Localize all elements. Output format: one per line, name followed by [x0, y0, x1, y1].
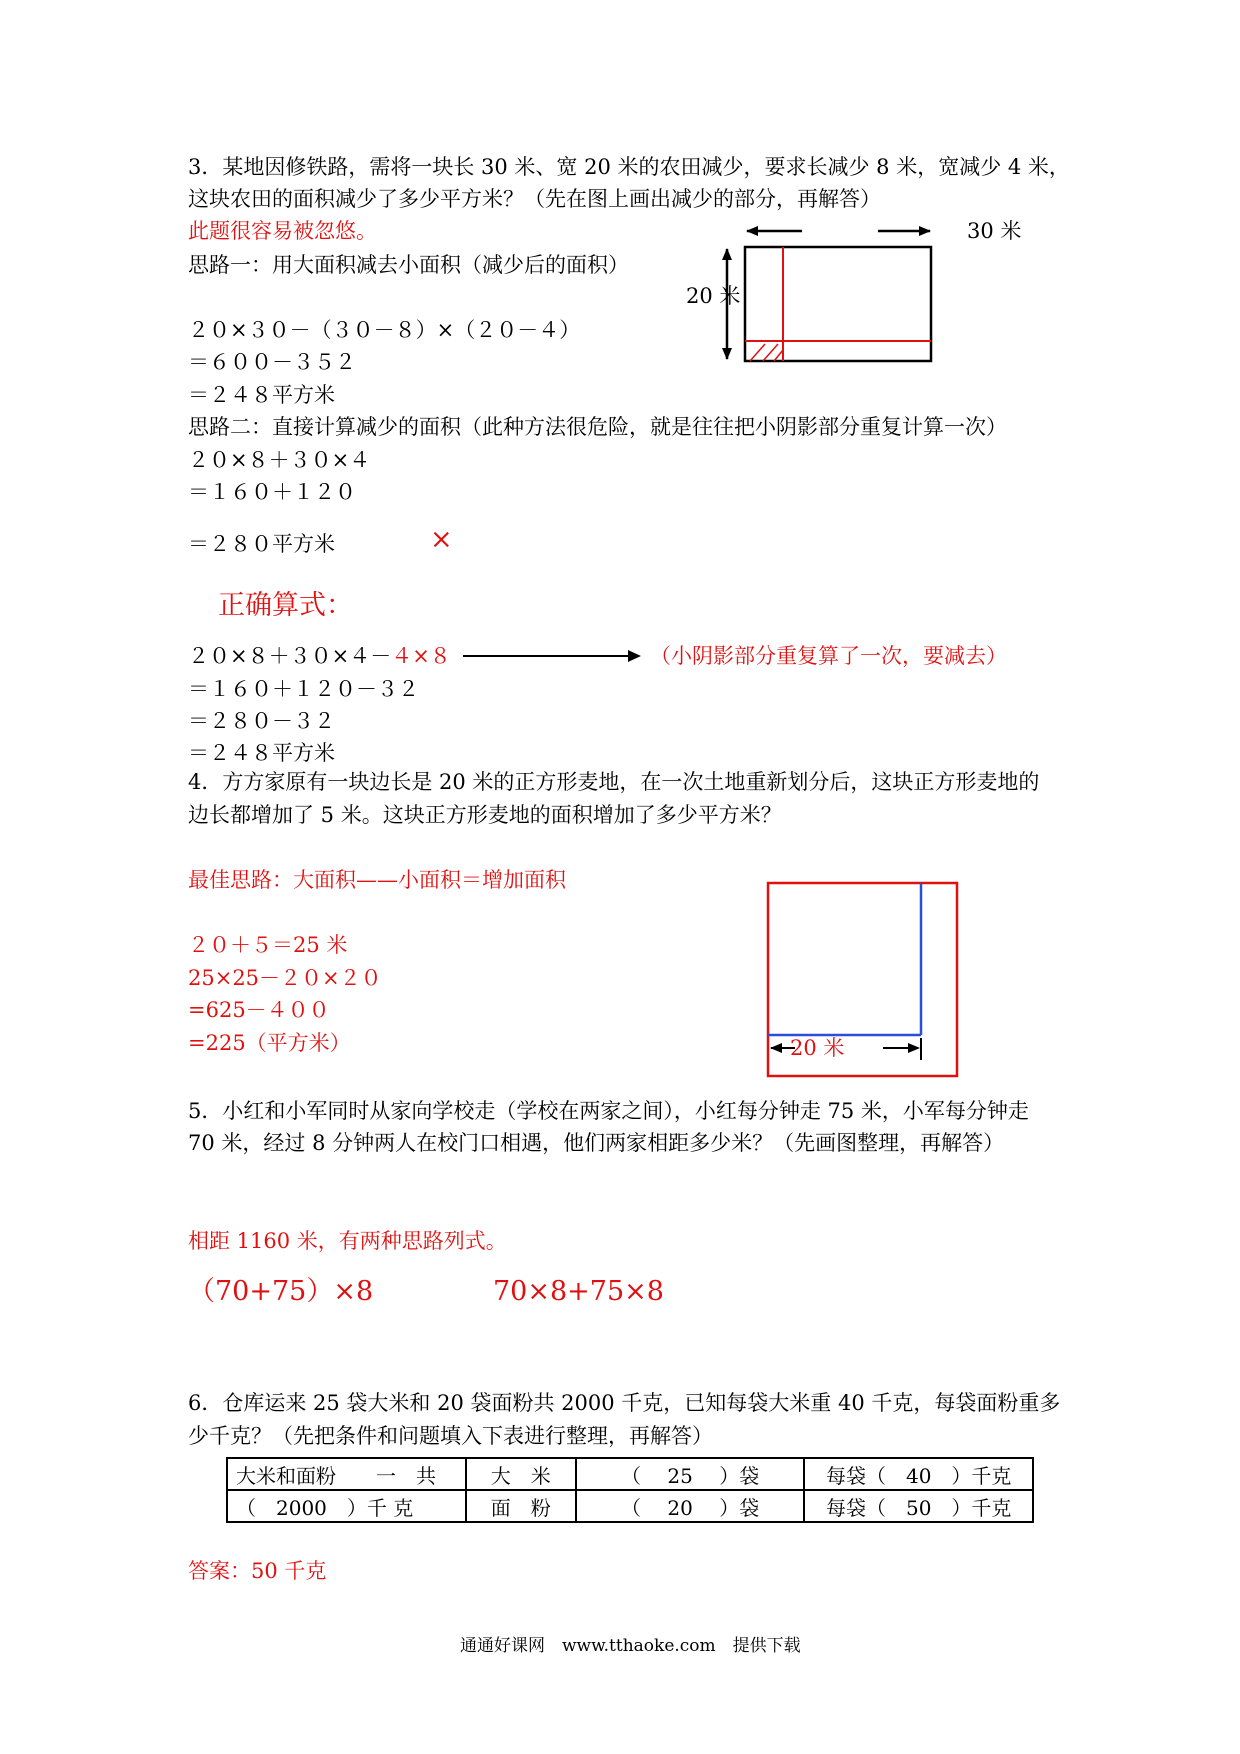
q3-idea1: 思路一：用大面积减去小面积（减少后的面积）	[188, 253, 629, 277]
q3-line2: 这块农田的面积减少了多少平方米？（先在图上画出减少的部分，再解答）	[188, 187, 881, 211]
q4-best: 最佳思路：大面积——小面积＝增加面积	[188, 868, 566, 892]
table-row	[227, 1458, 1033, 1490]
q6-answer: 答案：50 千克	[188, 1559, 327, 1583]
q3-correct-title: 正确算式：	[218, 590, 353, 621]
q4-step2: 25×25－２０×２０	[188, 966, 382, 990]
table-cell: （ 20 ）袋	[576, 1490, 805, 1522]
table-cell: （ 2000 ）千 克	[227, 1490, 466, 1522]
table-cell: 每袋（ 50 ）千克	[804, 1490, 1033, 1522]
q4-step4: =225（平方米）	[188, 1031, 351, 1055]
q3-correct-step4: ＝２４８平方米	[188, 741, 335, 765]
q4-step3: =625－４００	[188, 998, 330, 1022]
q5-formula2: 70×8+75×8	[493, 1276, 664, 1307]
q3-correct-step3: ＝２８０－３２	[188, 709, 335, 733]
q3-idea1-step2: ＝６００－３５２	[188, 350, 356, 374]
q4-line2: 边长都增加了 5 米。这块正方形麦地的面积增加了多少平方米？	[188, 803, 782, 827]
q3-idea1-step3: ＝２４８平方米	[188, 383, 335, 407]
q6-line2: 少千克？（先把条件和问题填入下表进行整理，再解答）	[188, 1424, 713, 1448]
q6-line1: 6．仓库运来 25 袋大米和 20 袋面粉共 2000 千克，已知每袋大米重 40 千克，每袋面粉重多	[188, 1391, 1061, 1415]
q5-formula1: （70+75）×8	[188, 1276, 374, 1307]
q3-correct-step1-red: ４×８	[391, 644, 451, 668]
arrow-icon	[463, 646, 643, 666]
q3-idea2-step3: ＝２８０平方米	[188, 532, 335, 556]
q3-width-label: 20 米	[686, 284, 741, 308]
q3-line1: 3．某地因修铁路，需将一块长 30 米、宽 20 米的农田减少，要求长减少 8 米，宽减少 4 米，	[188, 155, 1070, 179]
q3-correct-step1-black: ２０×８＋３０×４－	[188, 644, 392, 668]
q3-idea2-step1: ２０×８＋３０×４	[188, 448, 371, 472]
q3-idea2: 思路二：直接计算减少的面积（此种方法很危险，就是往往把小阴影部分重复计算一次）	[188, 415, 1007, 439]
q5-line1: 5．小红和小军同时从家向学校走（学校在两家之间），小红每分钟走 75 米，小军每分钟走	[188, 1099, 1029, 1123]
q5-answer: 相距 1160 米，有两种思路列式。	[188, 1229, 507, 1253]
q4-diagram-label: 20 米	[790, 1036, 845, 1060]
table-cell: （ 25 ）袋	[576, 1458, 805, 1490]
q5-line2: 70 米，经过 8 分钟两人在校门口相遇，他们两家相距多少米？（先画图整理，再解答）	[188, 1131, 1005, 1155]
q3-note: 此题很容易被忽悠。	[188, 219, 377, 243]
q3-correct-note: （小阴影部分重复算了一次，要减去）	[650, 644, 1007, 668]
table-row	[227, 1490, 1033, 1522]
q4-line1: 4．方方家原有一块边长是 20 米的正方形麦地，在一次土地重新划分后，这块正方形麦地的	[188, 770, 1040, 794]
table-cell: 每袋（ 40 ）千克	[804, 1458, 1033, 1490]
wrong-mark-icon: ×	[430, 524, 453, 555]
q4-step1: ２０＋５＝25 米	[188, 933, 348, 957]
q6-table	[226, 1457, 1034, 1523]
q3-correct-step1	[188, 644, 451, 668]
q3-correct-step2: ＝１６０＋１２０－３２	[188, 677, 419, 701]
table-cell: 大 米	[466, 1458, 576, 1490]
q3-length-label: 30 米	[967, 219, 1022, 243]
footer: 通通好课网 www.tthaoke.com 提供下载	[460, 1636, 801, 1656]
table-cell: 大米和面粉 一 共	[227, 1458, 466, 1490]
q3-idea2-step2: ＝１６０＋１２０	[188, 480, 356, 504]
table-cell: 面 粉	[466, 1490, 576, 1522]
q3-idea1-step1: ２０×３０－（３０－８）×（２０－４）	[188, 318, 581, 342]
